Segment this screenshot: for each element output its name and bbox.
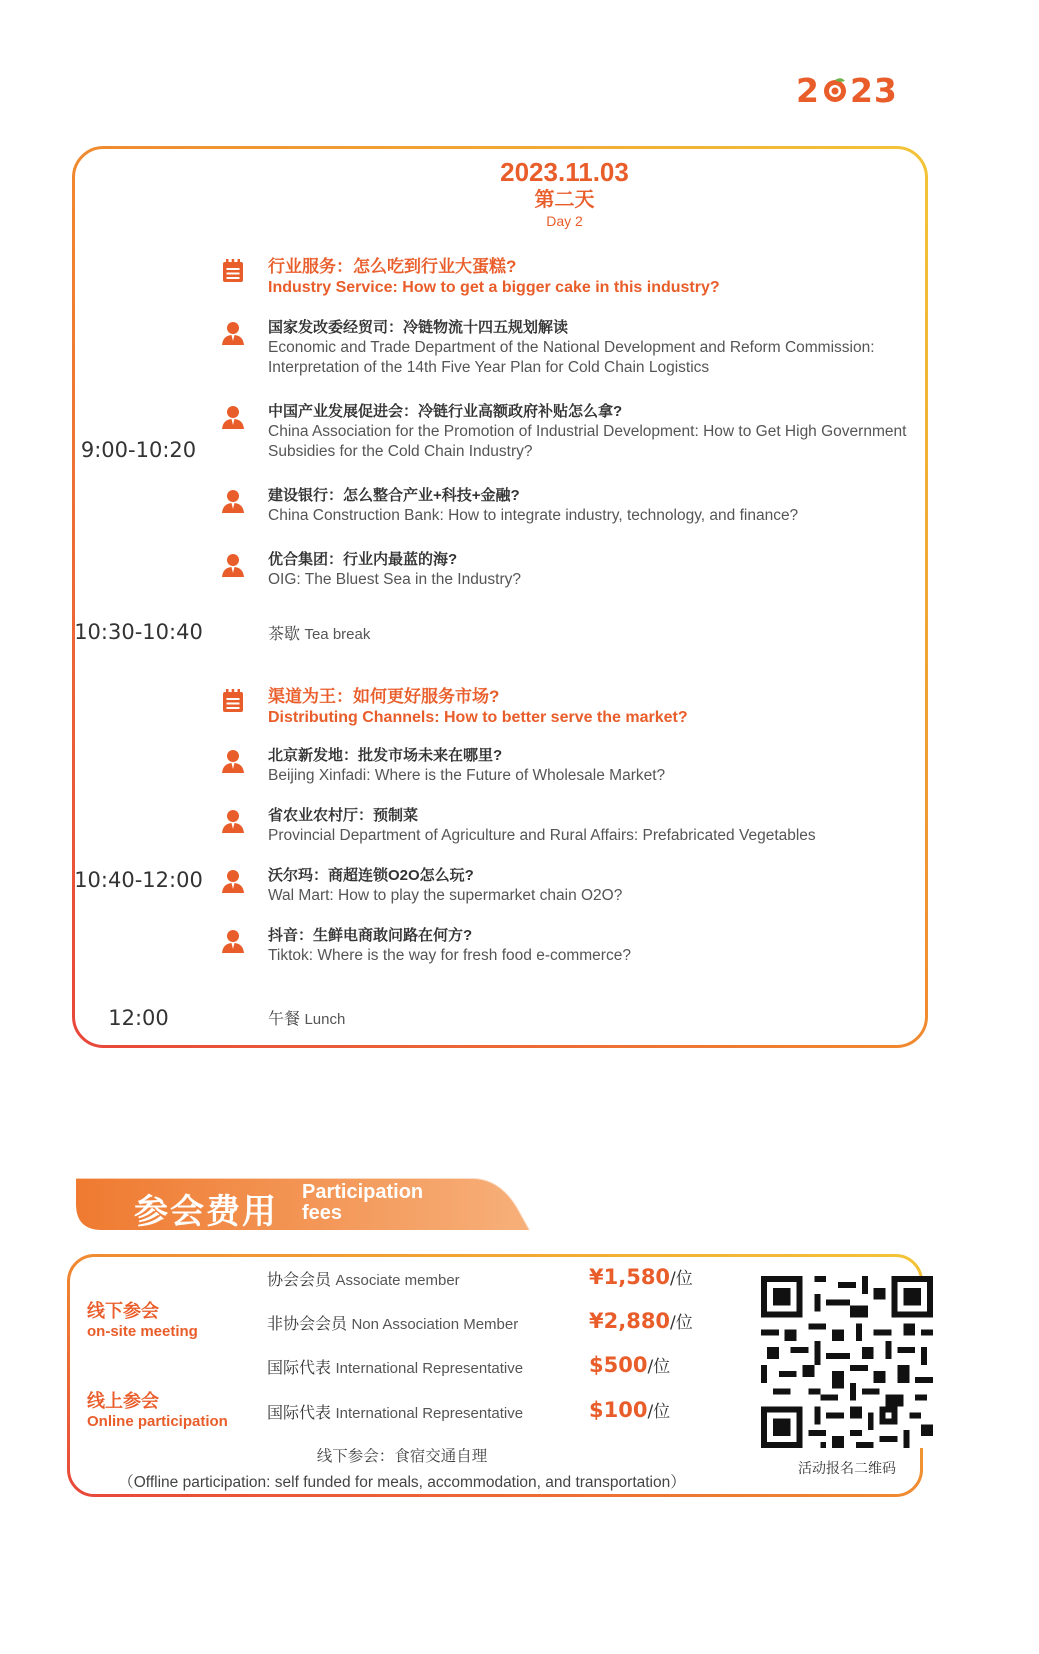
logo-digit-2: 2 bbox=[796, 70, 820, 110]
fee-label bbox=[267, 1400, 523, 1423]
talk-en: China Association for the Promotion of Industrial Development: How to Get High Government Subsidies for the Cold Chain Industry? bbox=[268, 423, 907, 460]
time-lunch: 12:00 bbox=[108, 1006, 169, 1030]
fee-price bbox=[589, 1308, 693, 1333]
fee-label-zh: 非协会会员 bbox=[267, 1316, 348, 1333]
online-category bbox=[87, 1390, 228, 1432]
topic-zh: 渠道为王：如何更好服务市场? bbox=[268, 687, 500, 706]
fee-label bbox=[267, 1311, 518, 1334]
lunch bbox=[268, 1006, 345, 1029]
speaker-person-icon bbox=[220, 808, 246, 834]
talk-item bbox=[220, 318, 940, 378]
price-amount: $500 bbox=[589, 1353, 648, 1377]
price-amount: ¥1,580 bbox=[589, 1265, 671, 1289]
speaker-person-icon bbox=[220, 928, 246, 954]
break-en: Tea break bbox=[304, 626, 371, 643]
notepad-icon bbox=[220, 258, 246, 284]
online-en: Online participation bbox=[87, 1413, 228, 1430]
fee-label bbox=[267, 1355, 523, 1378]
fee-label-zh: 协会会员 bbox=[267, 1272, 332, 1289]
fees-title-zh: 参会费用 bbox=[134, 1193, 278, 1231]
talk-en: Economic and Trade Department of the National Development and Reform Commission: Interpretation of the 14th Five Year Plan for Cold Chain Logistics bbox=[268, 339, 875, 376]
talk-zh: 建设银行：怎么整合产业+科技+金融? bbox=[268, 487, 520, 504]
talk-en: Beijing Xinfadi: Where is the Future of Wholesale Market? bbox=[268, 767, 666, 784]
day-header bbox=[202, 150, 927, 234]
speaker-person-icon bbox=[220, 868, 246, 894]
logo-2023 bbox=[796, 72, 906, 108]
talk-en: Tiktok: Where is the way for fresh food e-commerce? bbox=[268, 947, 631, 964]
price-unit: /位 bbox=[647, 1402, 671, 1422]
talk-item bbox=[220, 550, 940, 590]
talk-item bbox=[220, 866, 940, 906]
time-block2: 10:40-12:00 bbox=[74, 868, 203, 892]
speaker-person-icon bbox=[220, 748, 246, 774]
onsite-zh: 线下参会 bbox=[87, 1301, 159, 1321]
break-zh: 茶歇 bbox=[268, 626, 301, 643]
talk-item bbox=[220, 926, 940, 966]
speaker-person-icon bbox=[220, 404, 246, 430]
onsite-category bbox=[87, 1300, 198, 1342]
talk-zh: 省农业农村厅：预制菜 bbox=[268, 807, 419, 824]
note-zh: 线下参会：食宿交通自理 bbox=[316, 1448, 488, 1465]
talk-en: Wal Mart: How to play the supermarket chain O2O? bbox=[268, 887, 623, 904]
fee-label-zh: 国际代表 bbox=[267, 1405, 332, 1422]
talk-zh: 中国产业发展促进会：冷链行业高额政府补贴怎么拿? bbox=[268, 403, 623, 420]
price-unit: /位 bbox=[670, 1269, 693, 1289]
day-zh: 第二天 bbox=[534, 189, 595, 211]
lunch-en: Lunch bbox=[304, 1011, 346, 1028]
fee-price bbox=[589, 1264, 693, 1289]
fees-title-en bbox=[302, 1182, 423, 1224]
speaker-person-icon bbox=[220, 552, 246, 578]
onsite-en: on-site meeting bbox=[87, 1323, 198, 1340]
notepad-icon bbox=[220, 688, 246, 714]
talk-zh: 北京新发地：批发市场未来在哪里? bbox=[268, 747, 503, 764]
orange-fruit-icon bbox=[821, 76, 849, 104]
schedule-table bbox=[72, 146, 962, 1092]
talk-zh: 沃尔玛：商超连锁O2O怎么玩? bbox=[268, 867, 474, 884]
lunch-zh: 午餐 bbox=[268, 1011, 301, 1028]
speaker-person-icon bbox=[220, 320, 246, 346]
talk-zh: 抖音：生鲜电商敢问路在何方? bbox=[268, 927, 473, 944]
registration-qr-code[interactable] bbox=[761, 1276, 933, 1448]
fees-title-en-line1: Participation bbox=[302, 1181, 424, 1203]
fee-label-zh: 国际代表 bbox=[267, 1360, 332, 1377]
talk-en: China Construction Bank: How to integrate industry, technology, and finance? bbox=[268, 507, 799, 524]
fee-label-en: Non Association Member bbox=[351, 1316, 519, 1333]
topic-en: Industry Service: How to get a bigger cake in this industry? bbox=[268, 279, 720, 296]
date: 2023.11.03 bbox=[500, 157, 629, 187]
qr-caption: 活动报名二维码 bbox=[798, 1460, 896, 1476]
topic-en: Distributing Channels: How to better serve the market? bbox=[268, 709, 688, 726]
price-amount: ¥2,880 bbox=[589, 1309, 671, 1333]
talk-zh: 国家发改委经贸司：冷链物流十四五规划解读 bbox=[268, 319, 569, 336]
talk-zh: 优合集团：行业内最蓝的海? bbox=[268, 551, 458, 568]
tea-break bbox=[268, 621, 370, 644]
price-unit: /位 bbox=[670, 1313, 693, 1333]
block1-items bbox=[220, 256, 940, 607]
talk-item bbox=[220, 486, 940, 526]
talk-item bbox=[220, 402, 940, 462]
price-unit: /位 bbox=[647, 1357, 671, 1377]
talk-en: OIG: The Bluest Sea in the Industry? bbox=[268, 571, 522, 588]
fee-label-en: International Representative bbox=[335, 1360, 524, 1377]
topic-zh: 行业服务：怎么吃到行业大蛋糕? bbox=[268, 257, 517, 276]
fee-label bbox=[267, 1267, 460, 1290]
fee-price bbox=[589, 1397, 670, 1422]
logo-digits-23: 23 bbox=[849, 70, 898, 110]
block2-items bbox=[220, 686, 940, 983]
time-break: 10:30-10:40 bbox=[74, 620, 203, 644]
fee-label-en: Associate member bbox=[335, 1272, 460, 1289]
fees-title-en-line2: fees bbox=[302, 1202, 343, 1224]
fee-price bbox=[589, 1352, 670, 1377]
note-en: （Offline participation: self funded for meals, accommodation, and transportation） bbox=[118, 1474, 686, 1491]
topic-block1 bbox=[220, 256, 940, 298]
talk-item bbox=[220, 806, 940, 846]
online-zh: 线上参会 bbox=[87, 1391, 159, 1411]
time-block1: 9:00-10:20 bbox=[80, 438, 197, 462]
topic-block2 bbox=[220, 686, 940, 728]
speaker-person-icon bbox=[220, 488, 246, 514]
talk-item bbox=[220, 746, 940, 786]
fees-banner bbox=[72, 1172, 532, 1232]
day-en: Day 2 bbox=[546, 213, 583, 229]
fees-table bbox=[67, 1254, 951, 1500]
price-amount: $100 bbox=[589, 1398, 648, 1422]
fee-label-en: International Representative bbox=[335, 1405, 524, 1422]
talk-en: Provincial Department of Agriculture and Rural Affairs: Prefabricated Vegetables bbox=[268, 827, 816, 844]
